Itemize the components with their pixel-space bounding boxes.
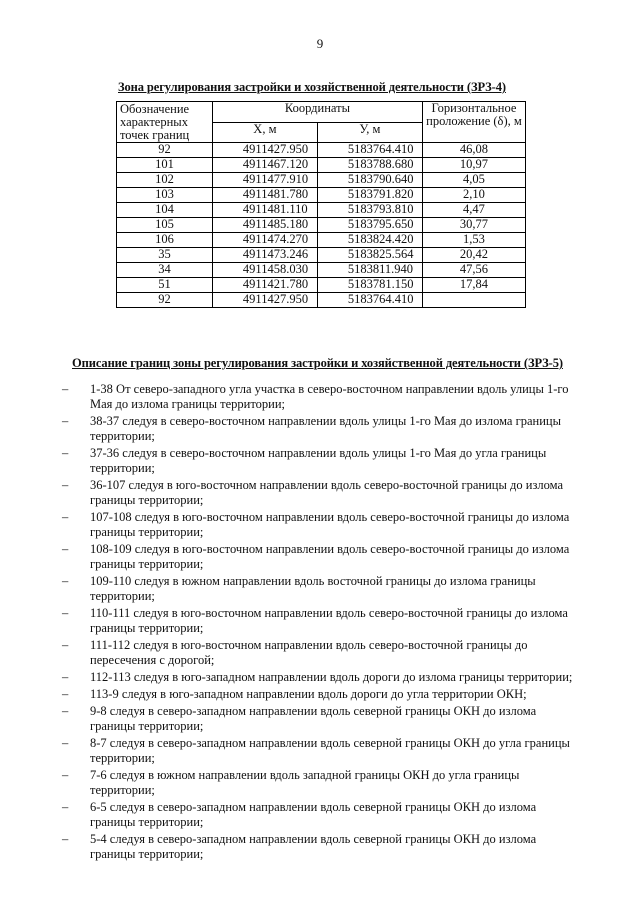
cell-x: 4911477.910 [212, 173, 317, 188]
dash-bullet: – [62, 542, 69, 556]
cell-x: 4911485.180 [212, 218, 317, 233]
table-row [117, 143, 526, 158]
table-row [117, 278, 526, 293]
cell-y: 5183764.410 [317, 143, 422, 158]
cell-distance: 10,97 [422, 158, 525, 173]
cell-distance: 30,77 [422, 218, 525, 233]
list-item [62, 606, 582, 636]
list-item-text: 9-8 следуя в северо-западном направлении вдоль северной границы ОКН до излома границы территории; [90, 704, 537, 733]
list-item [62, 542, 582, 572]
dash-bullet: – [62, 638, 69, 652]
dash-bullet: – [62, 478, 69, 492]
cell-distance: 2,10 [422, 188, 525, 203]
cell-y: 5183811.940 [317, 263, 422, 278]
coordinates-table [116, 101, 526, 308]
cell-point: 104 [117, 203, 213, 218]
list-item-text: 113-9 следуя в юго-западном направлении вдоль дороги до угла территории ОКН; [90, 687, 527, 701]
dash-bullet: – [62, 800, 69, 814]
cell-x: 4911427.950 [212, 143, 317, 158]
cell-distance: 17,84 [422, 278, 525, 293]
list-item [62, 768, 582, 798]
cell-x: 4911458.030 [212, 263, 317, 278]
cell-y: 5183795.650 [317, 218, 422, 233]
cell-point: 106 [117, 233, 213, 248]
list-item [62, 687, 582, 702]
cell-y: 5183781.150 [317, 278, 422, 293]
list-item-text: 6-5 следуя в северо-западном направлении вдоль северной границы ОКН до излома границы территории; [90, 800, 537, 829]
cell-x: 4911427.950 [212, 293, 317, 308]
cell-point: 102 [117, 173, 213, 188]
dash-bullet: – [62, 510, 69, 524]
list-item-text: 108-109 следуя в юго-восточном направлении вдоль северо-восточной границы до излома границы территории; [90, 542, 570, 571]
cell-point: 101 [117, 158, 213, 173]
cell-distance: 4,47 [422, 203, 525, 218]
cell-point: 34 [117, 263, 213, 278]
list-item [62, 382, 582, 412]
cell-y: 5183790.640 [317, 173, 422, 188]
dash-bullet: – [62, 606, 69, 620]
table-row [117, 248, 526, 263]
list-item [62, 638, 582, 668]
list-item [62, 446, 582, 476]
cell-point: 51 [117, 278, 213, 293]
header-coordinates: Координаты [212, 102, 422, 123]
dash-bullet: – [62, 768, 69, 782]
boundary-description-list [62, 382, 582, 864]
cell-x: 4911481.110 [212, 203, 317, 218]
list-item-text: 111-112 следуя в юго-восточном направлении вдоль северо-восточной границы до пересечения с дорогой; [90, 638, 528, 667]
table-row [117, 293, 526, 308]
list-item-text: 109-110 следуя в южном направлении вдоль восточной границы до излома границы территории; [90, 574, 536, 603]
dash-bullet: – [62, 736, 69, 750]
list-item-text: 36-107 следуя в юго-восточном направлении вдоль северо-восточной границы до излома границы территории; [90, 478, 564, 507]
header-y: У, м [317, 122, 422, 143]
table-row [117, 218, 526, 233]
cell-y: 5183825.564 [317, 248, 422, 263]
page-number: 9 [316, 36, 324, 51]
dash-bullet: – [62, 446, 69, 460]
header-x: X, м [212, 122, 317, 143]
cell-y: 5183791.820 [317, 188, 422, 203]
dash-bullet: – [62, 382, 69, 396]
list-item-text: 112-113 следуя в юго-западном направлении вдоль дороги до излома границы территории; [90, 670, 573, 684]
list-item [62, 510, 582, 540]
table-row [117, 203, 526, 218]
header-distance: Горизонтальное проложение (δ), м [422, 102, 525, 143]
cell-x: 4911474.270 [212, 233, 317, 248]
cell-y: 5183793.810 [317, 203, 422, 218]
list-item [62, 704, 582, 734]
cell-point: 105 [117, 218, 213, 233]
list-item-text: 110-111 следуя в юго-восточном направлении вдоль северо-восточной границы до излома границы территории; [90, 606, 568, 635]
table-row [117, 263, 526, 278]
zone5-title: Описание границ зоны регулирования застройки и хозяйственной деятельности (ЗРЗ-5) [72, 356, 563, 370]
dash-bullet: – [62, 687, 69, 701]
cell-distance: 47,56 [422, 263, 525, 278]
cell-y: 5183764.410 [317, 293, 422, 308]
cell-distance: 20,42 [422, 248, 525, 263]
table-row [117, 188, 526, 203]
cell-x: 4911421.780 [212, 278, 317, 293]
list-item-text: 8-7 следуя в северо-западном направлении вдоль северной границы ОКН до угла границы территории; [90, 736, 570, 765]
list-item-text: 7-6 следуя в южном направлении вдоль западной границы ОКН до угла границы территории; [90, 768, 520, 797]
list-item [62, 414, 582, 444]
table-row [117, 173, 526, 188]
list-item [62, 800, 582, 830]
cell-distance [422, 293, 525, 308]
list-item [62, 478, 582, 508]
dash-bullet: – [62, 574, 69, 588]
list-item-text: 37-36 следуя в северо-восточном направлении вдоль улицы 1-го Мая до угла границы территории; [90, 446, 547, 475]
list-item [62, 832, 582, 862]
list-item [62, 736, 582, 766]
header-designation: Обозначение характерных точек границ [117, 102, 213, 143]
list-item [62, 670, 582, 685]
cell-y: 5183788.680 [317, 158, 422, 173]
list-item-text: 107-108 следуя в юго-восточном направлении вдоль северо-восточной границы до излома границы территории; [90, 510, 570, 539]
cell-point: 103 [117, 188, 213, 203]
table-row [117, 158, 526, 173]
dash-bullet: – [62, 670, 69, 684]
table-row [117, 233, 526, 248]
cell-distance: 1,53 [422, 233, 525, 248]
list-item-text: 38-37 следуя в северо-восточном направлении вдоль улицы 1-го Мая до излома границы территории; [90, 414, 561, 443]
cell-x: 4911481.780 [212, 188, 317, 203]
dash-bullet: – [62, 414, 69, 428]
cell-point: 92 [117, 293, 213, 308]
cell-y: 5183824.420 [317, 233, 422, 248]
cell-x: 4911473.246 [212, 248, 317, 263]
zone4-title: Зона регулирования застройки и хозяйственной деятельности (ЗРЗ-4) [118, 80, 506, 94]
cell-distance: 4,05 [422, 173, 525, 188]
cell-point: 35 [117, 248, 213, 263]
list-item-text: 1-38 От северо-западного угла участка в северо-восточном направлении вдоль улицы 1-го Мая до излома границы территории; [90, 382, 569, 411]
dash-bullet: – [62, 832, 69, 846]
list-item-text: 5-4 следуя в северо-западном направлении вдоль северной границы ОКН до излома границы территории; [90, 832, 537, 861]
cell-point: 92 [117, 143, 213, 158]
dash-bullet: – [62, 704, 69, 718]
cell-x: 4911467.120 [212, 158, 317, 173]
cell-distance: 46,08 [422, 143, 525, 158]
list-item [62, 574, 582, 604]
